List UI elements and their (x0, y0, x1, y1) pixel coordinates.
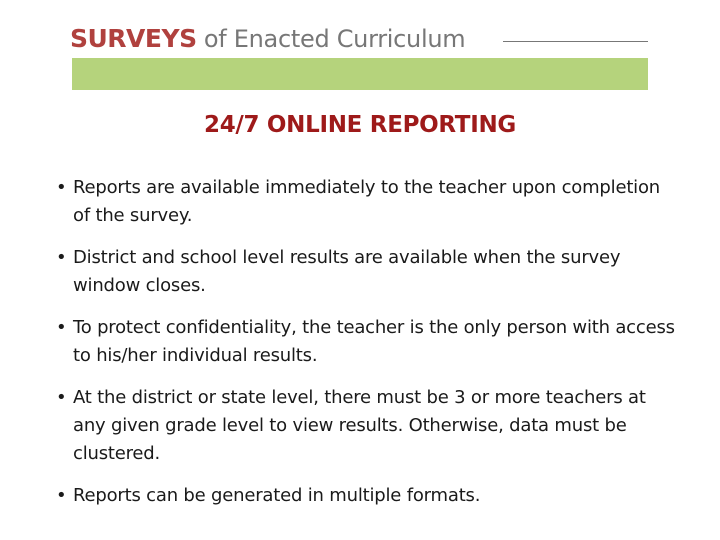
bullet-dot-icon: • (56, 485, 67, 506)
header-rule (503, 41, 648, 42)
bullet-item (56, 244, 676, 300)
bullet-item (56, 384, 676, 468)
bullet-item (56, 314, 676, 370)
bullet-item (56, 482, 676, 510)
bullet-text: District and school level results are available when the survey window closes. (73, 247, 621, 296)
bullet-text: At the district or state level, there must be 3 or more teachers at any given grade level to view results. Otherwise, data must be clustered. (73, 387, 646, 464)
brand-logo (70, 22, 465, 56)
bullet-list (56, 174, 676, 524)
bullet-item (56, 174, 676, 230)
bullet-dot-icon: • (56, 387, 67, 408)
bullet-dot-icon: • (56, 177, 67, 198)
header-band (72, 58, 648, 90)
bullet-dot-icon: • (56, 247, 67, 268)
brand-name-light: of Enacted Curriculum (196, 25, 466, 53)
slide-title: 24/7 ONLINE REPORTING (204, 112, 516, 138)
bullet-dot-icon: • (56, 317, 67, 338)
bullet-text: Reports are available immediately to the teacher upon completion of the survey. (73, 177, 660, 226)
bullet-text: To protect confidentiality, the teacher is the only person with access to his/her individual results. (73, 317, 675, 366)
brand-name-bold: SURVEYS (70, 24, 197, 53)
bullet-text: Reports can be generated in multiple formats. (73, 485, 481, 506)
